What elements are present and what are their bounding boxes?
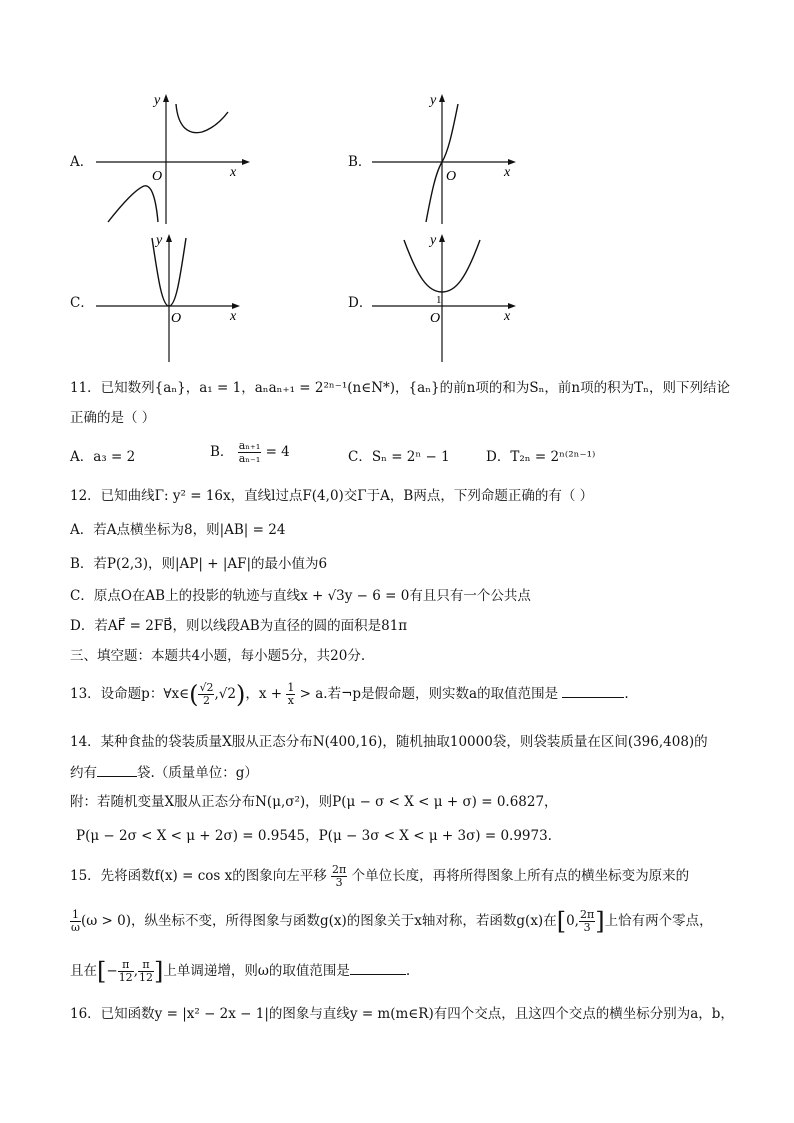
q15-int-num: 2π [579, 908, 595, 921]
graph-c [94, 228, 254, 366]
q11-stem-line1: 11．已知数列{aₙ}，a₁ = 1，aₙaₙ₊₁ = 2²ⁿ⁻¹(n∈N*)，{aₙ}的前n项的和为Sₙ，前n项的积为Tₙ，则下列结论 [70, 380, 730, 396]
q15-right-num: π [138, 959, 154, 972]
q15-line2-a: (ω > 0)，纵坐标不变，所得图象与函数g(x)的图象关于x轴对称，若函数g(x)在 [80, 913, 557, 929]
graph-d [370, 228, 530, 366]
q15-line3: 且在[− $\frac{\pi}{12}$ , $\frac{\pi}{12}$ ]上单调递增，则ω的取值范围是 . [70, 957, 411, 986]
graph-d-y-arrow [439, 234, 445, 242]
q15-int-left: 0, [566, 913, 579, 929]
q14-line2 [70, 762, 258, 783]
q13-end: . [624, 686, 629, 702]
q11-option-d: D．T₂ₙ = 2ⁿ⁽²ⁿ⁻¹⁾ [486, 449, 596, 465]
graph-a-x-arrow [242, 159, 250, 165]
graph-b-y-label: y [430, 93, 437, 108]
q14-appendix-line1: 附：若随机变量X服从正态分布N(μ,σ²)，则P(μ − σ < X < μ + σ) = 0.6827， [70, 794, 558, 810]
q11-option-b-den: aₙ₋₁ [238, 452, 261, 465]
q11-option-b-suffix: = 4 [265, 444, 290, 460]
q15-right-bound [138, 959, 154, 984]
graph-d-y-label: y [430, 233, 437, 248]
q13-prefix: 13．设命题p：∀x∈ [70, 686, 190, 702]
q13-line: 13．设命题p：∀x∈( $\frac{√2}{2}$ ,√2)，x + $\frac{1}{x}$ > a.若¬p是假命题，则实数a的取值范围是 . [70, 680, 629, 709]
q15-omega-fraction [70, 909, 81, 934]
q13-fraction [198, 682, 214, 707]
graph-a-x-label: x [230, 165, 237, 180]
q14-appendix-line2: P(μ − 2σ < X < μ + 2σ) = 0.9545，P(μ − 3σ < X < μ + 3σ) = 0.9973. [76, 828, 552, 844]
graph-c-origin: O [171, 311, 182, 326]
q15-shift-den: 3 [335, 876, 343, 889]
q14-line2-a: 约有 [70, 765, 97, 781]
q15-line3-b: 上单调递增，则ω的取值范围是 [163, 963, 350, 979]
q11-option-c: C．Sₙ = 2ⁿ − 1 [348, 449, 450, 465]
q15-answer-blank[interactable] [350, 960, 406, 975]
q12-option-a: A．若A点横坐标为8，则|AB| = 24 [70, 522, 286, 538]
graph-b-y-arrow [439, 94, 445, 102]
graph-a [94, 90, 254, 228]
q14-line1: 14．某种食盐的袋装质量X服从正态分布N(400,16)，随机抽取10000袋，则袋装质量在区间(396,408)的 [70, 734, 708, 750]
q11-option-b-prefix: B． [210, 444, 234, 460]
graph-b-label: B． [348, 154, 372, 170]
graph-b-origin: O [446, 169, 457, 184]
q15-line3-a: 且在 [70, 963, 97, 979]
q11-stem-line2: 正确的是（ ） [70, 410, 156, 426]
graph-c-x-label: x [230, 309, 237, 324]
graph-b [370, 90, 530, 228]
graph-c-label: C． [70, 295, 94, 311]
q13-mid: ，x + [245, 686, 283, 702]
q13-interval-rest: ,√2 [214, 686, 236, 702]
q13-frac2-den: x [287, 694, 294, 707]
q15-left-den: 12 [118, 971, 133, 984]
q15-left-num: π [118, 959, 134, 972]
q15-omega-num: 1 [71, 908, 79, 921]
q13-frac-num: √2 [199, 681, 214, 694]
q13-answer-blank[interactable] [562, 683, 624, 698]
q15-line1 [70, 862, 689, 890]
q15-line1-a: 15．先将函数f(x) = cos x的图象向左平移 [70, 868, 327, 884]
q12-option-b: B．若P(2,3)，则|AP| + |AF|的最小值为6 [70, 556, 328, 572]
q15-omega-den: ω [71, 921, 80, 934]
graph-d-x-label: x [504, 309, 511, 324]
graph-a-y-label: y [154, 93, 161, 108]
q16-line1: 16．已知函数y = |x² − 2x − 1|的图象与直线y = m(m∈R)有四个交点，且这四个交点的横坐标分别为a，b， [70, 1006, 734, 1022]
graph-d-label: D． [348, 295, 373, 311]
q13-frac2-num: 1 [287, 681, 295, 694]
q12-stem: 12．已知曲线Γ: y² = 16x，直线l过点F(4,0)交Γ于A，B两点，下列命题正确的有（ ） [70, 488, 594, 504]
q15-line2: $\frac{1}{\omega}$ (ω > 0)，纵坐标不变，所得图象与函数g(x)的图象关于x轴对称，若函数g(x)在[0, $\frac{2\pi}{3}$ ]上恰有两个零点， [71, 907, 713, 936]
graph-a-y-arrow [163, 94, 169, 102]
section-3-header: 三、填空题：本题共4小题，每小题5分，共20分. [70, 648, 366, 664]
q15-shift-fraction [331, 864, 347, 889]
q11-option-a: A．a₃ = 2 [70, 449, 136, 465]
q14-answer-blank[interactable] [97, 762, 137, 777]
graph-a-curve-left [108, 186, 158, 222]
graph-c-y-label: y [156, 233, 163, 248]
graph-a-curve-right [176, 104, 228, 133]
graph-d-one-label: 1 [436, 294, 442, 306]
q13-suffix: > a.若¬p是假命题，则实数a的取值范围是 [299, 686, 559, 702]
q15-left-bound [118, 959, 134, 984]
q15-int-fraction [579, 909, 595, 934]
q13-fraction-2 [286, 682, 295, 707]
q12-option-c: C．原点O在AB上的投影的轨迹与直线x + √3y − 6 = 0有且只有一个公共点 [70, 588, 531, 604]
q15-end: . [405, 963, 411, 979]
q11-option-b-num: aₙ₊₁ [238, 439, 261, 452]
graph-d-origin: O [430, 311, 441, 326]
q11-option-b-fraction [238, 440, 262, 465]
q15-int-den: 3 [583, 921, 591, 934]
q15-line2-b: 上恰有两个零点， [604, 913, 713, 929]
q15-shift-num: 2π [332, 863, 347, 876]
q12-option-d: D．若AF⃗ = 2FB⃗，则以线段AB为直径的圆的面积是81π [70, 618, 408, 634]
q15-line1-b: 个单位长度，再将所得图象上所有点的横坐标变为原来的 [351, 868, 690, 884]
q13-frac-den: 2 [202, 694, 210, 707]
graph-a-origin: O [152, 169, 163, 184]
q15-right-den: 12 [138, 971, 153, 984]
graph-c-y-arrow [166, 234, 172, 242]
q11-option-b [210, 440, 290, 465]
graph-b-x-label: x [504, 165, 511, 180]
q14-line2-b: 袋.（质量单位：g） [137, 765, 258, 781]
graph-a-label: A． [70, 154, 94, 170]
